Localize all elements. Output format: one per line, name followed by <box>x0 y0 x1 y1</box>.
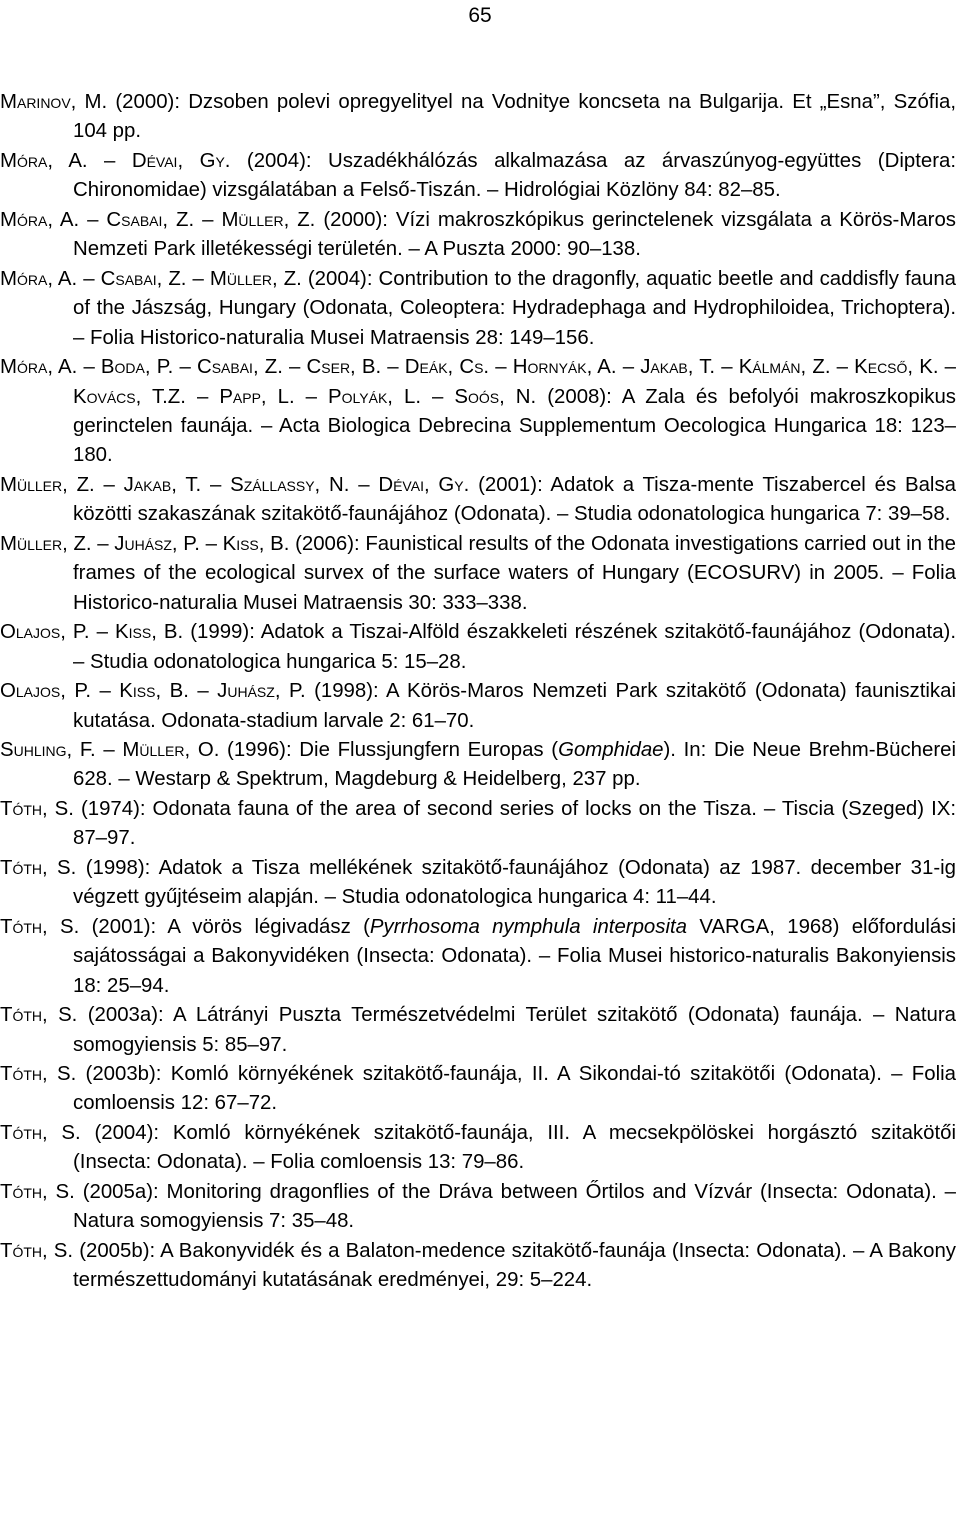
reference-entry <box>0 1060 956 1119</box>
reference-text: (1974): Odonata fauna of the area of second series of locks on the Tisza. – Tiscia (Szeged) IX: 87–97. <box>73 797 956 850</box>
reference-authors: Tóth, S. <box>0 1004 78 1027</box>
reference-text: (2000): Dzsoben polevi opregyelityel na Vodnitye koncseta na Bulgarija. Et „Esna”, Szófia, 104 pp. <box>73 91 956 143</box>
reference-text: (2004): Uszadékhálózás alkalmazása az árvaszúnyog-együttes (Diptera: Chironomidae) vizsgálatában a Felső-Tiszán. – Hidrológiai Közlöny 84: 82–85. <box>73 149 956 202</box>
reference-authors: Móra, A. – Csabai, Z. – Müller, Z. <box>0 267 302 290</box>
reference-authors: Olajos, P. – Kiss, B. <box>0 621 184 644</box>
reference-entry <box>0 854 956 913</box>
reference-entry <box>0 206 956 265</box>
reference-entry <box>0 147 956 206</box>
reference-entry <box>0 1119 956 1178</box>
reference-text: (2005b): A Bakonyvidék és a Balaton-medence szitakötő-faunája (Insecta: Odonata). – A Bakony természettudományi kutatásának eredményei, 29: 5–224. <box>73 1239 956 1292</box>
reference-text: (2001): Adatok a Tisza-mente Tiszabercel és Balsa közötti szakaszának szitakötő-faunájához (Odonata). – Studia odonatologica hungarica 7: 39–58. <box>73 473 956 526</box>
reference-authors: Müller, Z. – Jakab, T. – Szállassy, N. – Dévai, Gy. <box>0 473 470 496</box>
reference-entry <box>0 677 956 736</box>
reference-entry <box>0 795 956 854</box>
reference-entry <box>0 736 956 795</box>
reference-list <box>0 88 956 1296</box>
reference-authors: Móra, A. – Csabai, Z. – Müller, Z. <box>0 208 316 231</box>
reference-entry <box>0 1001 956 1060</box>
reference-entry <box>0 530 956 618</box>
reference-authors: Tóth, S. <box>0 1180 75 1203</box>
reference-text: (2004): Komló környékének szitakötő-faunája, III. A mecsekpölöskei horgásztó szitakötői (Insecta: Odonata). – Folia comloensis 13: 79–86. <box>73 1121 956 1174</box>
reference-text: (1999): Adatok a Tiszai-Alföld északkeleti részének szitakötő-faunájához (Odonata). – Studia odonatologica hungarica 5: 15–28. <box>73 621 956 673</box>
reference-text: (2001): A vörös légivadász ( <box>79 915 370 938</box>
reference-text: (2003a): A Látrányi Puszta Természetvédelmi Terület szitakötő (Odonata) faunája. – Natura somogyiensis 5: 85–97. <box>73 1004 956 1056</box>
reference-authors: Móra, A. – Boda, P. – Csabai, Z. – Cser, B. – Deák, Cs. – Hornyák, A. – Jakab, T. – Kálmán, Z. – Kecső, K. – Kovács, T.Z. – Papp, L. – Polyák, L. – Soós, N. <box>0 356 956 408</box>
reference-authors: Tóth, S. <box>0 1121 81 1144</box>
reference-authors: Móra, A. – Dévai, Gy. <box>0 149 231 172</box>
reference-text: (2006): Faunistical results of the Odonata investigations carried out in the frames of the ecological survex of the surface waters of Hungary (ECOSURV) in 2005. – Folia Historico-naturalia Musei Matraensis 30: 333–338. <box>73 532 957 614</box>
page-number: 65 <box>468 4 492 27</box>
reference-text: (2004): Contribution to the dragonfly, aquatic beetle and caddisfly fauna of the Jászság, Hungary (Odonata, Coleoptera: Hydradephaga and Hydrophiloidea, Trichoptera). – Folia Historico-naturalia Musei Matraensis 28: 149–156. <box>73 267 957 349</box>
reference-authors: Tóth, S. <box>0 856 77 879</box>
reference-authors: Müller, Z. – Juhász, P. – Kiss, B. <box>0 532 290 555</box>
reference-authors: Suhling, F. – Müller, O. <box>0 738 220 761</box>
reference-authors: Tóth, S. <box>0 1062 77 1085</box>
reference-authors: Tóth, S. <box>0 797 74 820</box>
reference-entry <box>0 913 956 1001</box>
reference-entry <box>0 353 956 471</box>
reference-entry <box>0 618 956 677</box>
reference-entry <box>0 88 956 147</box>
reference-entry <box>0 265 956 353</box>
reference-text: (2005a): Monitoring dragonflies of the Dráva between Őrtilos and Vízvár (Insecta: Odonata). – Natura somogyiensis 7: 35–48. <box>73 1180 956 1233</box>
reference-authors: Tóth, S. <box>0 1239 74 1262</box>
reference-text-continued: VARGA, 1968) előfordulási sajátosságai a Bakonyvidéken (Insecta: Odonata). – Folia Musei historico-naturalis Bakonyiensis 18: 25–94. <box>73 915 956 997</box>
reference-authors: Olajos, P. – Kiss, B. – Juhász, P. <box>0 680 306 703</box>
reference-entry <box>0 1237 956 1296</box>
reference-text: (1998): A Körös-Maros Nemzeti Park szitakötő (Odonata) faunisztikai kutatása. Odonata-stadium larvale 2: 61–70. <box>73 680 956 732</box>
reference-text: (2003b): Komló környékének szitakötő-faunája, II. A Sikondai-tó szitakötői (Odonata). – Folia comloensis 12: 67–72. <box>73 1062 956 1115</box>
reference-taxon-italic: Pyrrhosoma nymphula interposita <box>369 915 688 938</box>
reference-text: (2008): A Zala és befolyói makroszkopikus gerinctelen faunája. – Acta Biologica Debrecina Supplementum Oecologica Hungarica 18: 123–180. <box>73 385 956 467</box>
reference-text: (1996): Die Flussjungfern Europas ( <box>219 738 559 761</box>
reference-taxon-italic: Gomphidae <box>558 738 664 761</box>
reference-text: (1998): Adatok a Tisza mellékének szitakötő-faunájához (Odonata) az 1987. december 31-ig végzett gyűjtéseim alapján. – Studia odonatologica hungarica 4: 11–44. <box>73 856 956 909</box>
reference-entry <box>0 471 956 530</box>
reference-text-continued: ). In: Die Neue Brehm-Bücherei 628. – Westarp & Spektrum, Magdeburg & Heidelberg, 237 pp. <box>73 738 956 791</box>
reference-authors: Tóth, S. <box>0 915 80 938</box>
reference-authors: Marinov, M. <box>0 91 108 113</box>
reference-entry <box>0 1178 956 1237</box>
reference-text: (2000): Vízi makroszkópikus gerinctelenek vizsgálata a Körös-Maros Nemzeti Park illetékességi területén. – A Puszta 2000: 90–138. <box>73 208 956 261</box>
